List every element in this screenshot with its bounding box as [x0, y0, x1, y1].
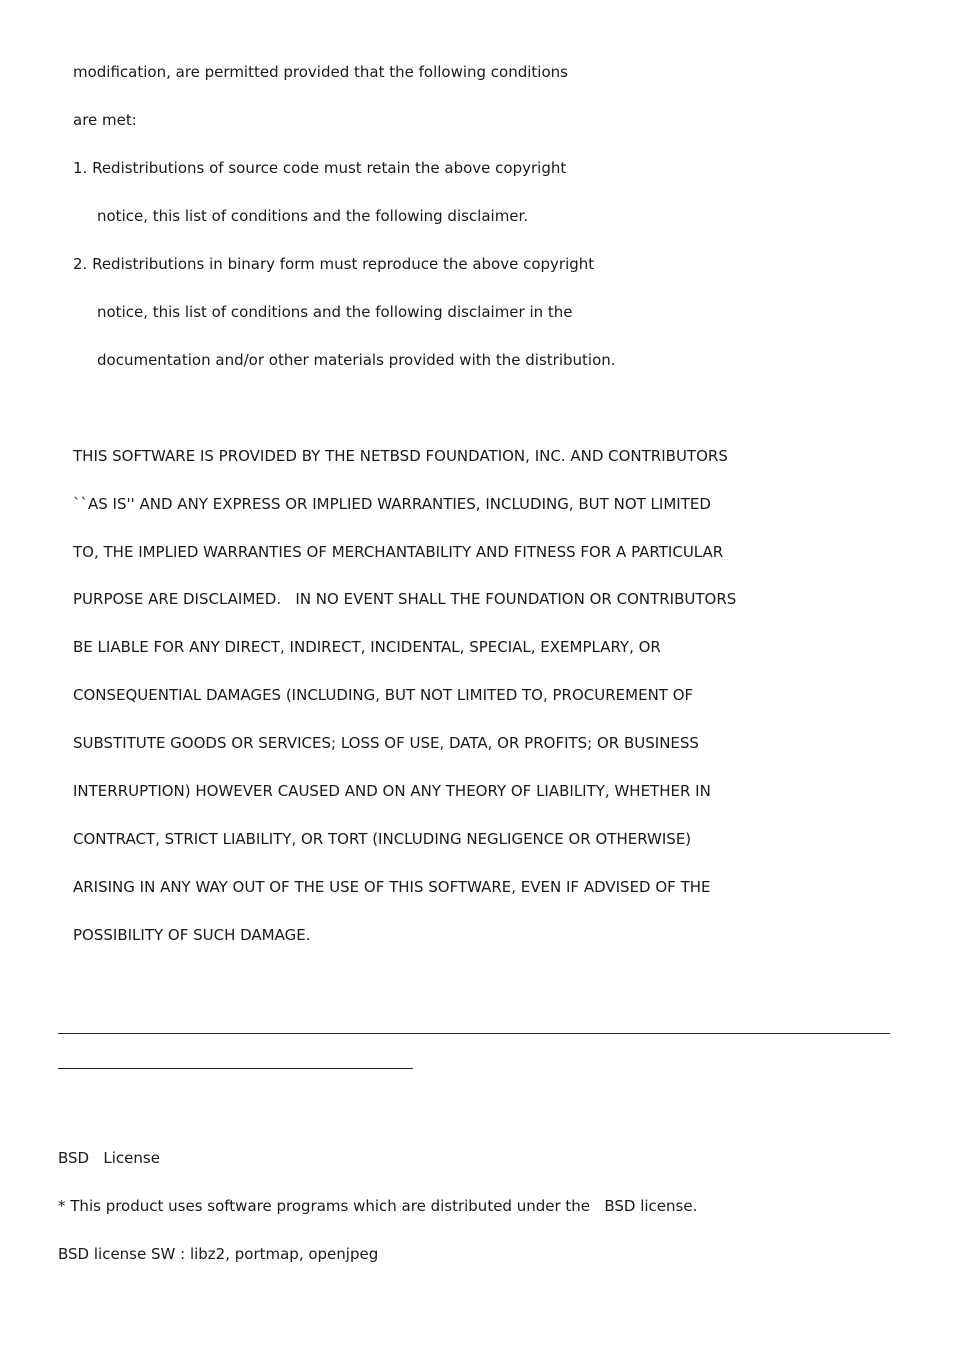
- condition-2-line-1: 2. Redistributions in binary form must reproduce the above copyright: [73, 255, 595, 273]
- disclaimer-line-11: POSSIBILITY OF SUCH DAMAGE.: [73, 926, 311, 944]
- separator-rule-short: [58, 1068, 413, 1069]
- conditions-intro-line-1: modification, are permitted provided that the following conditions: [73, 63, 568, 81]
- disclaimer-line-1: THIS SOFTWARE IS PROVIDED BY THE NETBSD FOUNDATION, INC. AND CONTRIBUTORS: [73, 447, 728, 465]
- condition-1-line-1: 1. Redistributions of source code must retain the above copyright: [73, 159, 567, 177]
- disclaimer-line-8: INTERRUPTION) HOWEVER CAUSED AND ON ANY THEORY OF LIABILITY, WHETHER IN: [73, 782, 711, 800]
- condition-2-line-3: documentation and/or other materials provided with the distribution.: [97, 351, 616, 369]
- disclaimer-line-4: PURPOSE ARE DISCLAIMED. IN NO EVENT SHALL THE FOUNDATION OR CONTRIBUTORS: [73, 590, 737, 608]
- disclaimer-line-5: BE LIABLE FOR ANY DIRECT, INDIRECT, INCIDENTAL, SPECIAL, EXEMPLARY, OR: [73, 638, 661, 656]
- condition-1-line-2: notice, this list of conditions and the following disclaimer.: [97, 207, 529, 225]
- disclaimer-line-3: TO, THE IMPLIED WARRANTIES OF MERCHANTABILITY AND FITNESS FOR A PARTICULAR: [73, 543, 724, 561]
- disclaimer-line-2: ``AS IS'' AND ANY EXPRESS OR IMPLIED WARRANTIES, INCLUDING, BUT NOT LIMITED: [73, 495, 711, 513]
- disclaimer-line-6: CONSEQUENTIAL DAMAGES (INCLUDING, BUT NOT LIMITED TO, PROCUREMENT OF: [73, 686, 694, 704]
- conditions-intro-line-2: are met:: [73, 111, 137, 129]
- disclaimer-line-9: CONTRACT, STRICT LIABILITY, OR TORT (INCLUDING NEGLIGENCE OR OTHERWISE): [73, 830, 692, 848]
- condition-2-line-2: notice, this list of conditions and the following disclaimer in the: [97, 303, 573, 321]
- bsd-license-heading: BSD License: [58, 1149, 160, 1167]
- bsd-license-notice: * This product uses software programs which are distributed under the BSD license.: [58, 1197, 698, 1215]
- disclaimer-line-10: ARISING IN ANY WAY OUT OF THE USE OF THIS SOFTWARE, EVEN IF ADVISED OF THE: [73, 878, 711, 896]
- bsd-license-software-list: BSD license SW : libz2, portmap, openjpeg: [58, 1245, 379, 1263]
- separator-rule-long: [58, 1033, 890, 1034]
- disclaimer-line-7: SUBSTITUTE GOODS OR SERVICES; LOSS OF USE, DATA, OR PROFITS; OR BUSINESS: [73, 734, 699, 752]
